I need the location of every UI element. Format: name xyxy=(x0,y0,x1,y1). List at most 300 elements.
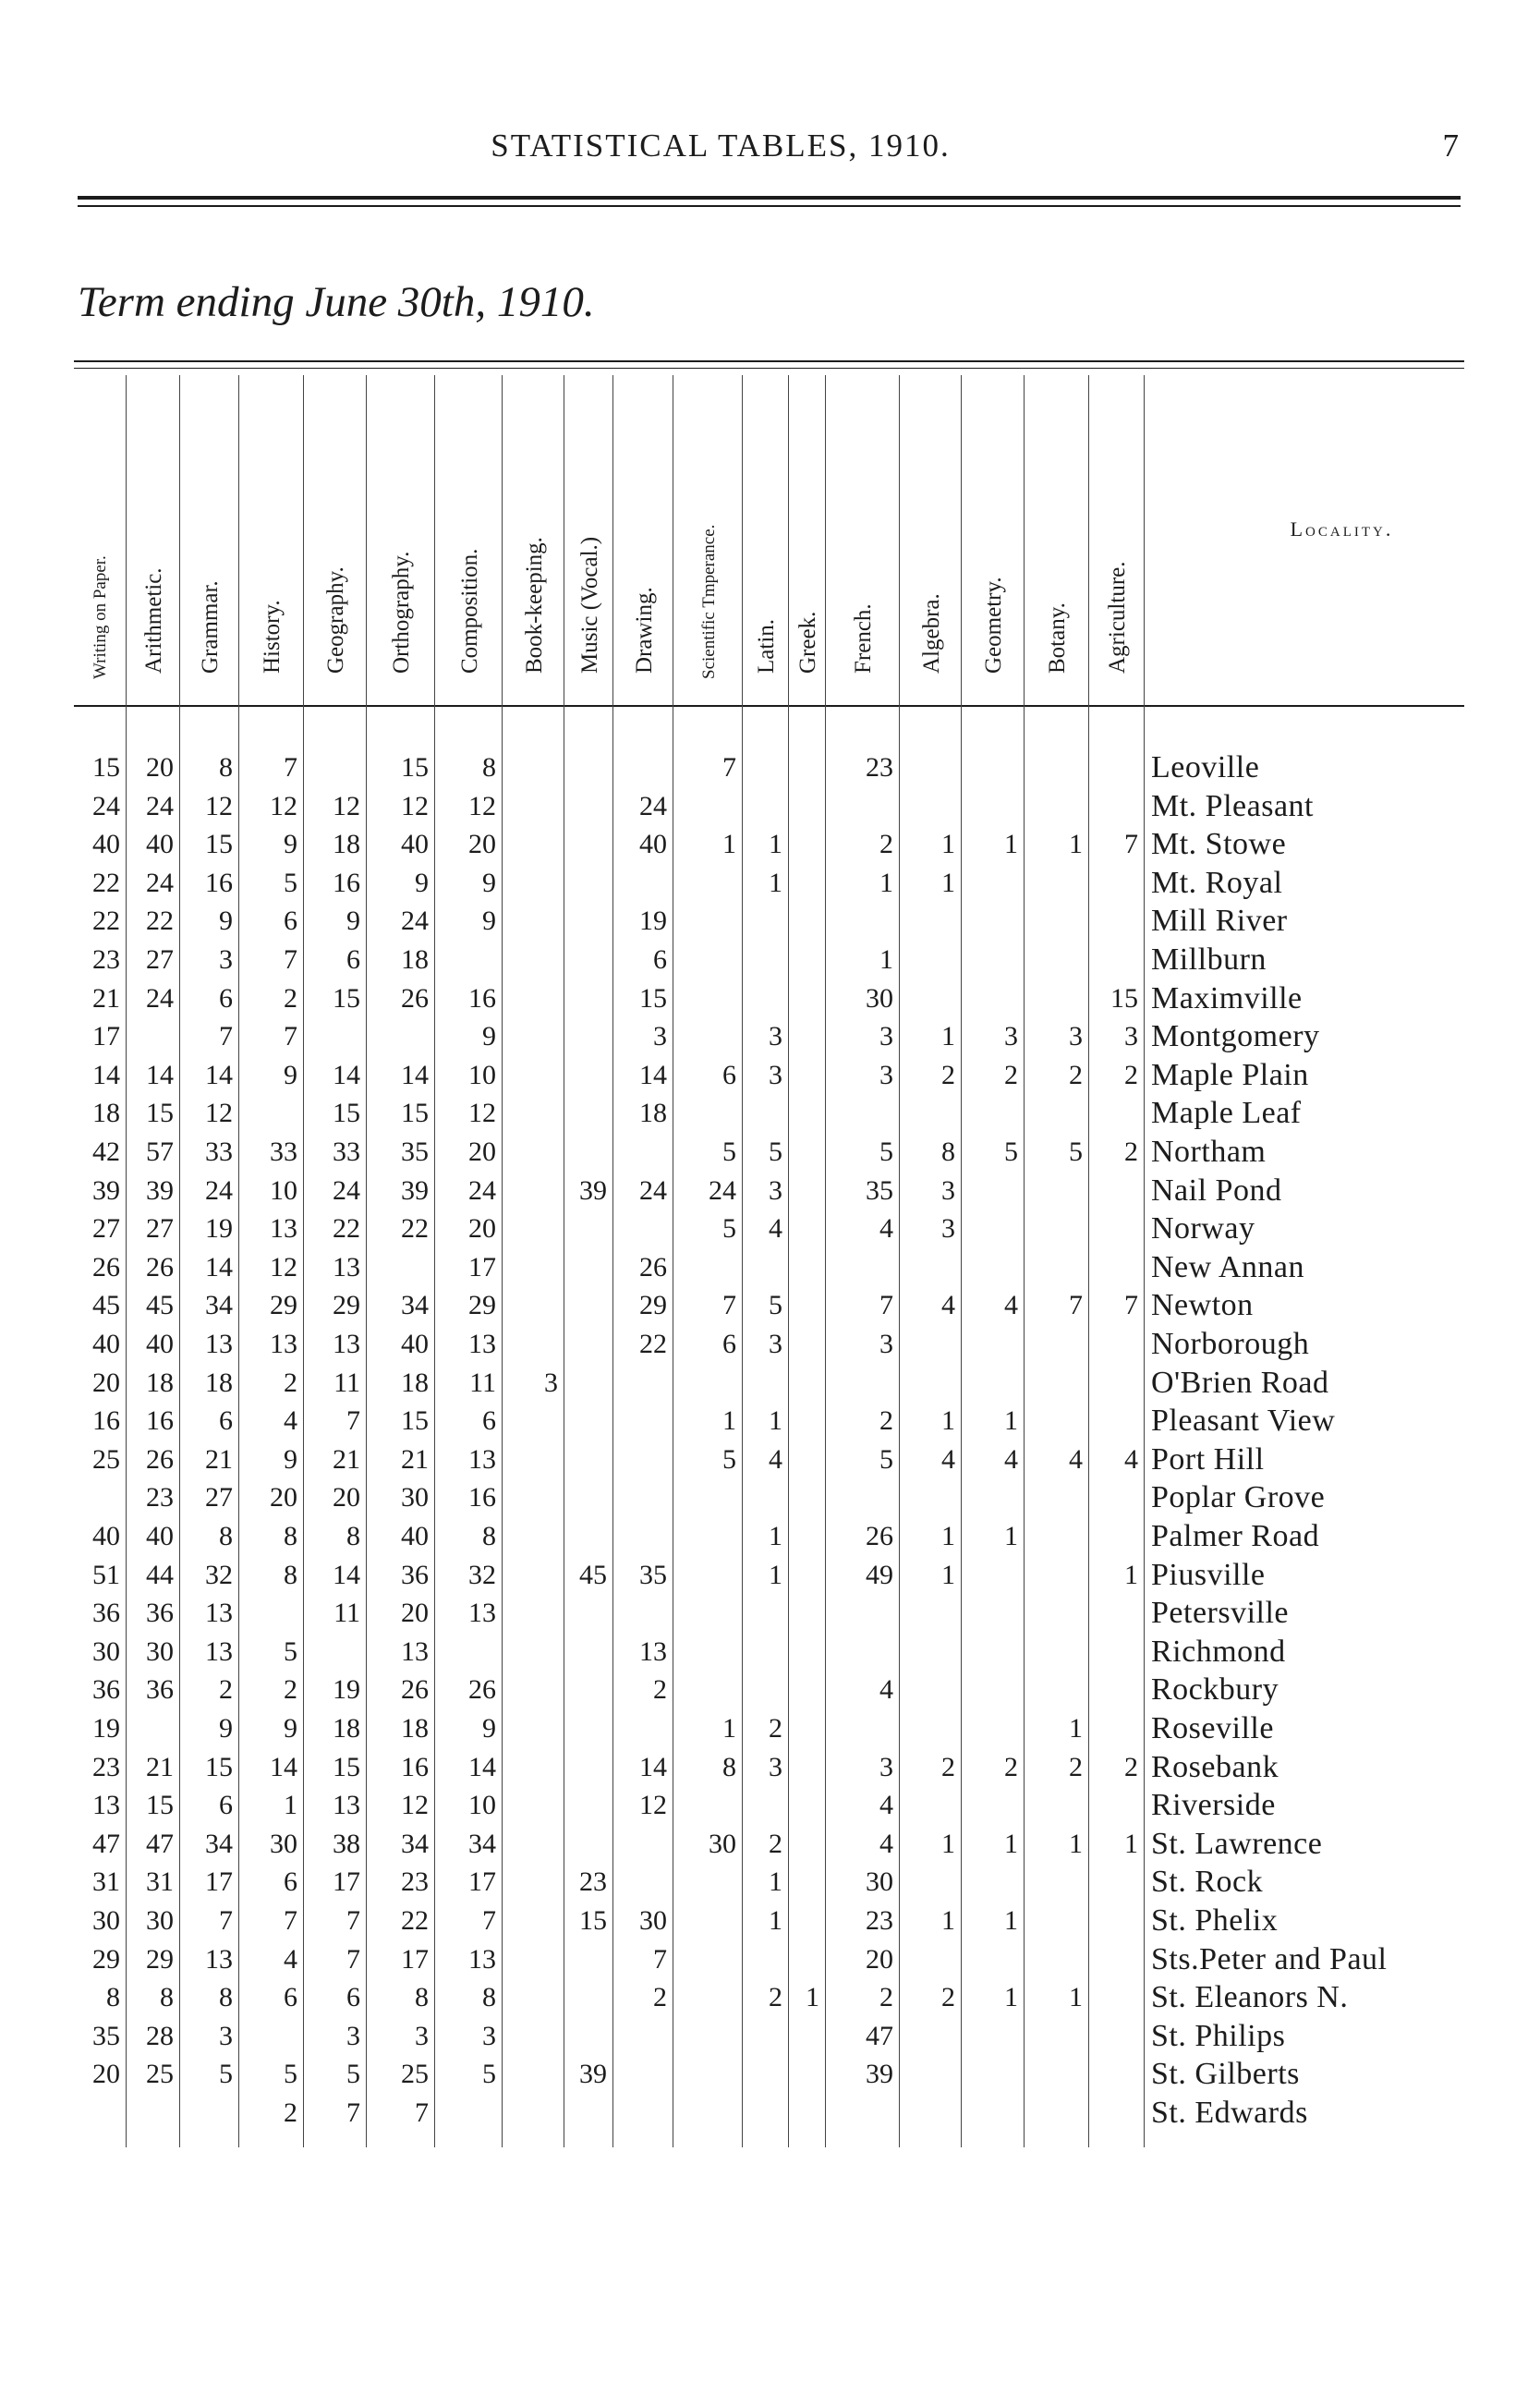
table-cell: 5 xyxy=(769,1290,782,1321)
table-cell: 1 xyxy=(941,1905,955,1936)
locality-name: St. Phelix xyxy=(1151,1903,1279,1938)
table-cell: 1 xyxy=(1004,829,1018,860)
table-cell: 16 xyxy=(401,1751,429,1782)
table-row xyxy=(74,1825,1464,1864)
table-cell: 13 xyxy=(468,1329,496,1359)
table-cell: 3 xyxy=(941,1213,955,1245)
table-cell: 3 xyxy=(879,1059,893,1090)
table-cell: 25 xyxy=(401,2059,429,2090)
table-row xyxy=(74,1978,1464,2017)
table-cell: 3 xyxy=(653,1021,667,1052)
table-cell: 9 xyxy=(346,906,360,937)
table-cell: 4 xyxy=(769,1443,782,1475)
table-cell: 13 xyxy=(639,1635,667,1667)
table-row xyxy=(74,1594,1464,1633)
table-cell: 1 xyxy=(879,944,893,975)
locality-name: Mt. Stowe xyxy=(1151,827,1287,862)
table-row xyxy=(74,1133,1464,1172)
table-row xyxy=(74,1364,1464,1403)
column-header xyxy=(127,360,181,707)
table-cell: 30 xyxy=(92,1635,120,1667)
table-row xyxy=(74,2055,1464,2094)
table-cell: 21 xyxy=(333,1443,360,1475)
table-cell: 6 xyxy=(219,1405,233,1437)
table-cell: 12 xyxy=(468,1098,496,1129)
table-row xyxy=(74,1402,1464,1441)
table-cell: 13 xyxy=(333,1790,360,1821)
table-cell: 13 xyxy=(468,1943,496,1975)
table-cell: 17 xyxy=(205,1866,233,1898)
table-cell: 11 xyxy=(333,1598,360,1629)
table-cell: 26 xyxy=(401,982,429,1014)
table-cell: 6 xyxy=(284,1866,297,1898)
table-cell: 5 xyxy=(284,1635,297,1667)
table-cell: 12 xyxy=(401,790,429,821)
column-header xyxy=(827,360,901,707)
table-cell: 2 xyxy=(879,1982,893,2013)
table-cell: 16 xyxy=(205,867,233,898)
table-cell: 9 xyxy=(284,1713,297,1744)
table-cell: 7 xyxy=(482,1905,496,1936)
table-cell: 22 xyxy=(92,906,120,937)
table-cell: 26 xyxy=(92,1251,120,1283)
table-cell: 15 xyxy=(401,752,429,783)
table-cell: 17 xyxy=(401,1943,429,1975)
table-cell: 3 xyxy=(769,1329,782,1359)
table-cell: 1 xyxy=(1069,1713,1083,1744)
column-header-label: Book-keeping. xyxy=(521,537,547,674)
table-cell: 5 xyxy=(879,1137,893,1167)
table-cell: 2 xyxy=(1004,1751,1018,1782)
table-cell: 39 xyxy=(92,1174,120,1206)
table-cell: 12 xyxy=(401,1790,429,1821)
table-cell: 36 xyxy=(146,1674,174,1706)
table-cell: 5 xyxy=(284,2059,297,2090)
table-cell: 10 xyxy=(468,1059,496,1090)
table-cell: 14 xyxy=(270,1751,297,1782)
table-cell: 12 xyxy=(270,790,297,821)
table-cell: 14 xyxy=(333,1559,360,1590)
table-cell: 7 xyxy=(284,1021,297,1052)
table-row xyxy=(74,902,1464,941)
table-cell: 38 xyxy=(333,1828,360,1859)
table-cell: 14 xyxy=(639,1059,667,1090)
table-cell: 18 xyxy=(205,1367,233,1398)
table-cell: 5 xyxy=(284,867,297,898)
table-cell: 29 xyxy=(468,1290,496,1321)
table-row xyxy=(74,941,1464,979)
locality-name: St. Lawrence xyxy=(1151,1826,1323,1861)
locality-column-header: Locality. xyxy=(1290,517,1394,541)
table-cell: 34 xyxy=(401,1290,429,1321)
table-cell: 17 xyxy=(468,1251,496,1283)
table-cell: 26 xyxy=(468,1674,496,1706)
table-cell: 4 xyxy=(879,1790,893,1821)
table-cell: 47 xyxy=(92,1828,120,1859)
table-cell: 44 xyxy=(146,1559,174,1590)
table-cell: 30 xyxy=(866,1866,893,1898)
table-cell: 39 xyxy=(401,1174,429,1206)
table-cell: 1 xyxy=(769,1905,782,1936)
column-header xyxy=(503,360,565,707)
table-cell: 57 xyxy=(146,1137,174,1167)
table-cell: 34 xyxy=(401,1828,429,1859)
table-cell: 23 xyxy=(401,1866,429,1898)
table-row xyxy=(74,1172,1464,1210)
table-cell: 1 xyxy=(1069,1828,1083,1859)
locality-name: Nail Pond xyxy=(1151,1173,1282,1208)
table-cell: 8 xyxy=(482,1982,496,2013)
table-cell: 13 xyxy=(333,1251,360,1283)
table-row xyxy=(74,1863,1464,1902)
table-cell: 26 xyxy=(639,1251,667,1283)
table-cell: 4 xyxy=(1069,1443,1083,1475)
table-row xyxy=(74,979,1464,1018)
table-cell: 6 xyxy=(346,1982,360,2013)
table-cell: 9 xyxy=(482,1021,496,1052)
table-cell: 3 xyxy=(769,1174,782,1206)
table-cell: 23 xyxy=(92,1751,120,1782)
page-header xyxy=(0,128,1540,174)
table-cell: 20 xyxy=(333,1482,360,1513)
table-cell: 1 xyxy=(941,1521,955,1551)
column-header-label: Algebra. xyxy=(918,593,944,674)
column-divider xyxy=(899,375,900,2147)
table-row xyxy=(74,1056,1464,1095)
table-cell: 2 xyxy=(219,1674,233,1706)
table-cell: 40 xyxy=(92,829,120,860)
table-cell: 18 xyxy=(333,829,360,860)
table-cell: 33 xyxy=(205,1137,233,1167)
column-header xyxy=(305,360,368,707)
table-cell: 31 xyxy=(146,1866,174,1898)
table-cell: 12 xyxy=(270,1251,297,1283)
locality-name: St. Rock xyxy=(1151,1865,1264,1900)
table-cell: 7 xyxy=(219,1021,233,1052)
table-cell: 30 xyxy=(639,1905,667,1936)
table-cell: 9 xyxy=(219,906,233,937)
locality-name: New Annan xyxy=(1151,1249,1304,1284)
table-cell: 3 xyxy=(219,2020,233,2051)
table-cell: 4 xyxy=(941,1443,955,1475)
table-cell: 2 xyxy=(1124,1137,1138,1167)
table-row xyxy=(74,1248,1464,1287)
table-cell: 7 xyxy=(722,1290,736,1321)
table-cell: 2 xyxy=(284,1674,297,1706)
table-cell: 18 xyxy=(146,1367,174,1398)
table-row xyxy=(74,1286,1464,1325)
table-cell: 2 xyxy=(879,829,893,860)
column-header xyxy=(436,360,503,707)
header-rule-thick xyxy=(78,196,1461,200)
table-cell: 7 xyxy=(346,1405,360,1437)
column-header-label: Botany. xyxy=(1045,602,1070,674)
table-cell: 13 xyxy=(92,1790,120,1821)
column-header-label: Drawing. xyxy=(631,587,657,674)
table-cell: 8 xyxy=(219,1521,233,1551)
table-cell: 40 xyxy=(146,829,174,860)
locality-name: Sts.Peter and Paul xyxy=(1151,1941,1388,1976)
table-cell: 40 xyxy=(92,1329,120,1359)
table-cell: 15 xyxy=(401,1405,429,1437)
column-divider xyxy=(788,375,789,2147)
table-cell: 3 xyxy=(769,1021,782,1052)
table-cell: 1 xyxy=(769,1559,782,1590)
table-cell: 20 xyxy=(146,752,174,783)
table-cell: 3 xyxy=(544,1367,558,1398)
table-cell: 17 xyxy=(468,1866,496,1898)
locality-name: Leoville xyxy=(1151,750,1260,784)
table-cell: 27 xyxy=(92,1213,120,1245)
table-cell: 51 xyxy=(92,1559,120,1590)
table-cell: 5 xyxy=(482,2059,496,2090)
table-cell: 3 xyxy=(1004,1021,1018,1052)
locality-name: Rockbury xyxy=(1151,1672,1279,1708)
table-cell: 33 xyxy=(333,1137,360,1167)
column-header xyxy=(744,360,790,707)
locality-name: Norborough xyxy=(1151,1327,1310,1361)
table-cell: 6 xyxy=(219,1790,233,1821)
table-cell: 39 xyxy=(866,2059,893,2090)
table-cell: 20 xyxy=(468,1137,496,1167)
table-cell: 1 xyxy=(879,867,893,898)
table-cell: 5 xyxy=(722,1213,736,1245)
table-cell: 36 xyxy=(401,1559,429,1590)
table-cell: 15 xyxy=(333,1751,360,1782)
locality-name: Mill River xyxy=(1151,904,1288,939)
table-cell: 5 xyxy=(1069,1137,1083,1167)
page-title: STATISTICAL TABLES, 1910. xyxy=(491,128,951,164)
table-cell: 20 xyxy=(270,1482,297,1513)
table-cell: 26 xyxy=(146,1443,174,1475)
table-cell: 8 xyxy=(941,1137,955,1167)
table-cell: 5 xyxy=(219,2059,233,2090)
table-cell: 7 xyxy=(879,1290,893,1321)
table-cell: 7 xyxy=(346,1905,360,1936)
table-cell: 1 xyxy=(1069,1982,1083,2013)
table-cell: 24 xyxy=(468,1174,496,1206)
table-cell: 1 xyxy=(941,1828,955,1859)
table-cell: 20 xyxy=(866,1943,893,1975)
column-header-label: French. xyxy=(851,603,876,674)
table-cell: 4 xyxy=(284,1943,297,1975)
table-cell: 8 xyxy=(482,752,496,783)
table-cell: 7 xyxy=(219,1905,233,1936)
table-cell: 45 xyxy=(579,1559,607,1590)
table-cell: 25 xyxy=(92,1443,120,1475)
table-cell: 21 xyxy=(205,1443,233,1475)
table-row xyxy=(74,1094,1464,1133)
locality-name: Northam xyxy=(1151,1135,1267,1169)
table-cell: 14 xyxy=(639,1751,667,1782)
table-row xyxy=(74,825,1464,864)
table-cell: 26 xyxy=(866,1521,893,1551)
table-cell: 5 xyxy=(769,1137,782,1167)
page-number: 7 xyxy=(1442,128,1459,164)
table-cell: 15 xyxy=(205,1751,233,1782)
table-cell: 16 xyxy=(92,1405,120,1437)
table-cell: 4 xyxy=(879,1213,893,1245)
column-header-label: Grammar. xyxy=(198,580,223,674)
table-cell: 35 xyxy=(866,1174,893,1206)
column-header-label: Orthography. xyxy=(389,551,414,674)
table-cell: 5 xyxy=(346,2059,360,2090)
table-cell: 18 xyxy=(92,1098,120,1129)
table-cell: 7 xyxy=(722,752,736,783)
table-cell: 2 xyxy=(284,2097,297,2128)
column-header xyxy=(901,360,963,707)
table-cell: 10 xyxy=(468,1790,496,1821)
locality-name: St. Gilberts xyxy=(1151,2057,1300,2092)
table-cell: 1 xyxy=(769,829,782,860)
table-cell: 22 xyxy=(146,906,174,937)
table-row xyxy=(74,1325,1464,1364)
table-cell: 18 xyxy=(639,1098,667,1129)
table-cell: 29 xyxy=(639,1290,667,1321)
table-cell: 15 xyxy=(401,1098,429,1129)
column-divider xyxy=(434,375,435,2147)
column-header-label: History. xyxy=(260,600,285,674)
table-cell: 1 xyxy=(722,1713,736,1744)
table-cell: 40 xyxy=(401,1329,429,1359)
table-cell: 2 xyxy=(941,1059,955,1090)
column-divider xyxy=(1144,375,1145,2147)
table-row xyxy=(74,1210,1464,1248)
table-cell: 24 xyxy=(401,906,429,937)
table-cell: 24 xyxy=(639,790,667,821)
table-cell: 24 xyxy=(639,1174,667,1206)
table-cell: 26 xyxy=(146,1251,174,1283)
column-header xyxy=(74,360,127,707)
table-cell: 11 xyxy=(469,1367,496,1398)
locality-name: Port Hill xyxy=(1151,1441,1265,1477)
table-cell: 2 xyxy=(941,1982,955,2013)
table-cell: 10 xyxy=(270,1174,297,1206)
table-cell: 23 xyxy=(92,944,120,975)
table-cell: 13 xyxy=(270,1329,297,1359)
table-cell: 2 xyxy=(879,1405,893,1437)
table-cell: 6 xyxy=(653,944,667,975)
table-row xyxy=(74,864,1464,903)
table-cell: 35 xyxy=(92,2020,120,2051)
table-cell: 18 xyxy=(401,944,429,975)
column-divider xyxy=(1088,375,1089,2147)
table-cell: 5 xyxy=(722,1137,736,1167)
table-cell: 20 xyxy=(468,829,496,860)
table-cell: 30 xyxy=(401,1482,429,1513)
table-cell: 30 xyxy=(270,1828,297,1859)
column-divider xyxy=(303,375,304,2147)
table-cell: 24 xyxy=(146,982,174,1014)
table-cell: 7 xyxy=(284,1905,297,1936)
column-header xyxy=(240,360,305,707)
table-cell: 9 xyxy=(284,1443,297,1475)
column-header xyxy=(674,360,744,707)
table-cell: 1 xyxy=(769,1866,782,1898)
column-divider xyxy=(238,375,239,2147)
table-cell: 40 xyxy=(146,1329,174,1359)
column-header-label: Composition. xyxy=(456,548,482,674)
table-cell: 18 xyxy=(401,1367,429,1398)
table-cell: 15 xyxy=(92,752,120,783)
table-cell: 2 xyxy=(769,1713,782,1744)
column-header xyxy=(565,360,614,707)
table-cell: 24 xyxy=(92,790,120,821)
table-cell: 1 xyxy=(722,1405,736,1437)
table-cell: 1 xyxy=(769,1521,782,1551)
table-cell: 21 xyxy=(146,1751,174,1782)
table-cell: 45 xyxy=(92,1290,120,1321)
table-cell: 1 xyxy=(806,1982,819,2013)
table-cell: 9 xyxy=(219,1713,233,1744)
locality-name: Richmond xyxy=(1151,1634,1286,1669)
table-cell: 2 xyxy=(284,982,297,1014)
table-cell: 1 xyxy=(1004,1828,1018,1859)
table-cell: 2 xyxy=(1124,1059,1138,1090)
table-cell: 8 xyxy=(346,1521,360,1551)
table-row xyxy=(74,2094,1464,2133)
table-cell: 47 xyxy=(866,2020,893,2051)
table-row xyxy=(74,1709,1464,1748)
table-cell: 36 xyxy=(92,1598,120,1629)
column-header-label: Scientific Tmperance. xyxy=(698,524,719,679)
table-cell: 39 xyxy=(579,2059,607,2090)
table-cell: 12 xyxy=(468,790,496,821)
column-divider xyxy=(742,375,743,2147)
column-divider xyxy=(612,375,613,2147)
table-cell: 8 xyxy=(722,1751,736,1782)
table-cell: 40 xyxy=(92,1521,120,1551)
table-cell: 1 xyxy=(941,1405,955,1437)
table-row xyxy=(74,1556,1464,1595)
locality-name: Poplar Grove xyxy=(1151,1480,1326,1515)
locality-name: Millburn xyxy=(1151,942,1267,977)
table-cell: 22 xyxy=(401,1905,429,1936)
table-cell: 3 xyxy=(879,1021,893,1052)
table-cell: 23 xyxy=(866,1905,893,1936)
table-cell: 15 xyxy=(639,982,667,1014)
table-cell: 19 xyxy=(205,1213,233,1245)
table-cell: 23 xyxy=(579,1866,607,1898)
locality-name: Riverside xyxy=(1151,1788,1276,1823)
table-cell: 27 xyxy=(146,944,174,975)
table-cell: 15 xyxy=(205,829,233,860)
table-cell: 30 xyxy=(146,1905,174,1936)
table-cell: 40 xyxy=(639,829,667,860)
table-cell: 2 xyxy=(1069,1751,1083,1782)
column-header xyxy=(1090,360,1146,707)
table-cell: 15 xyxy=(333,1098,360,1129)
table-cell: 3 xyxy=(482,2020,496,2051)
table-cell: 12 xyxy=(333,790,360,821)
column-header xyxy=(614,360,674,707)
table-cell: 8 xyxy=(219,752,233,783)
table-cell: 3 xyxy=(879,1329,893,1359)
table-cell: 4 xyxy=(769,1213,782,1245)
table-cell: 1 xyxy=(284,1790,297,1821)
table-row xyxy=(74,1441,1464,1479)
table-cell: 9 xyxy=(415,867,429,898)
table-cell: 1 xyxy=(1069,829,1083,860)
locality-name: St. Philips xyxy=(1151,2018,1286,2053)
table-cell: 2 xyxy=(1004,1059,1018,1090)
table-cell: 8 xyxy=(284,1521,297,1551)
table-cell: 30 xyxy=(709,1828,736,1859)
table-cell: 2 xyxy=(653,1982,667,2013)
term-title: Term ending June 30th, 1910. xyxy=(78,278,595,326)
table-cell: 6 xyxy=(722,1329,736,1359)
table-cell: 35 xyxy=(401,1137,429,1167)
